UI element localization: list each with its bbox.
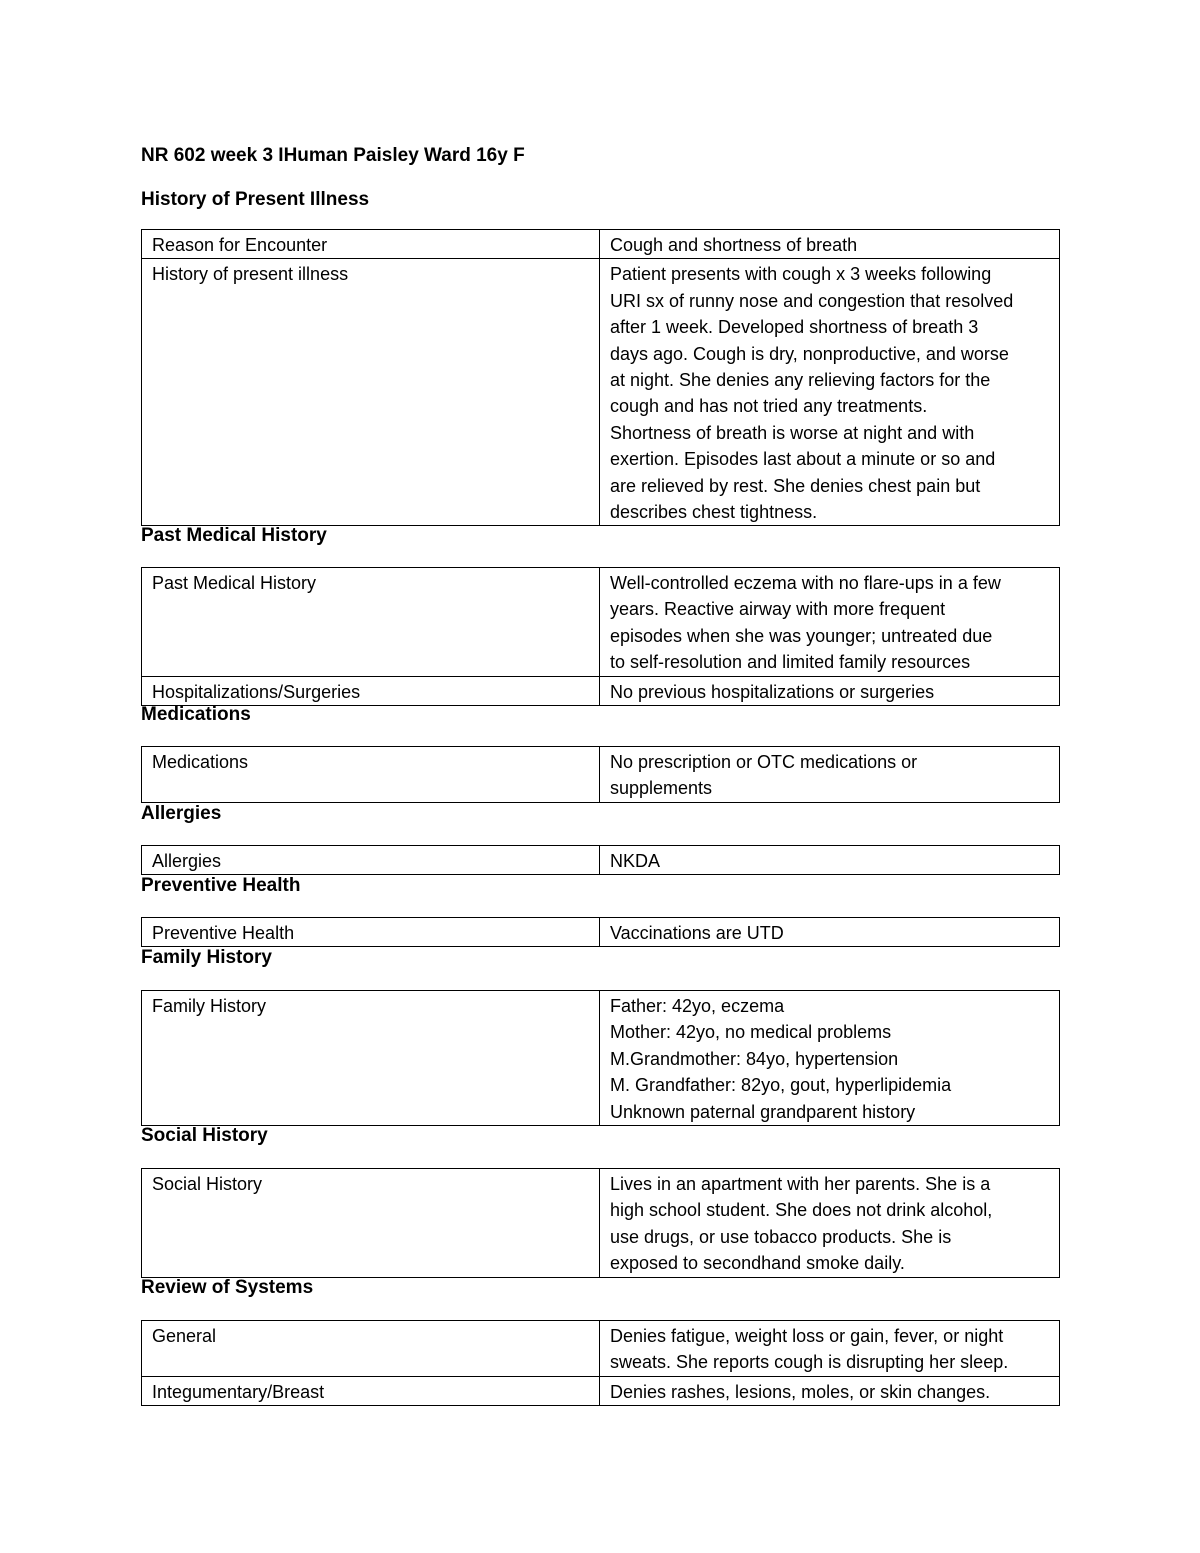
hpi-table [141, 229, 1060, 526]
family-table [141, 990, 1060, 1126]
section-heading-preventive: Preventive Health [141, 875, 301, 896]
table-row [142, 259, 1060, 526]
row-label: General [142, 1321, 600, 1377]
row-label: Past Medical History [142, 568, 600, 677]
row-label: Medications [142, 747, 600, 803]
document-title: NR 602 week 3 IHuman Paisley Ward 16y F [141, 145, 525, 166]
row-label: Allergies [142, 846, 600, 875]
row-label: Reason for Encounter [142, 230, 600, 259]
social-table [141, 1168, 1060, 1278]
table-row [142, 676, 1060, 705]
row-value: Cough and shortness of breath [600, 230, 1060, 259]
section-heading-social: Social History [141, 1125, 268, 1146]
row-value: Well-controlled eczema with no flare-ups in a few years. Reactive airway with more frequent episodes when she was younger; untreated due to self-resolution and limited family resources [600, 568, 1060, 677]
section-heading-pmh: Past Medical History [141, 525, 327, 546]
row-value: Father: 42yo, eczema Mother: 42yo, no medical problems M.Grandmother: 84yo, hypertension M. Grandfather: 82yo, gout, hyperlipidemia Unknown paternal grandparent history [600, 991, 1060, 1126]
section-heading-family: Family History [141, 947, 272, 968]
row-value: Vaccinations are UTD [600, 918, 1060, 947]
table-row [142, 568, 1060, 677]
row-label: Hospitalizations/Surgeries [142, 676, 600, 705]
row-label: Integumentary/Breast [142, 1376, 600, 1405]
row-value: Lives in an apartment with her parents. She is a high school student. She does not drink alcohol, use drugs, or use tobacco products. She is exposed to secondhand smoke daily. [600, 1169, 1060, 1278]
medications-table [141, 746, 1060, 803]
section-heading-ros: Review of Systems [141, 1277, 314, 1298]
table-row [142, 1376, 1060, 1405]
section-heading-hpi: History of Present Illness [141, 189, 370, 210]
table-row [142, 747, 1060, 803]
row-value: Patient presents with cough x 3 weeks following URI sx of runny nose and congestion that resolved after 1 week. Developed shortness of breath 3 days ago. Cough is dry, nonproductive, and worse at night. She denies any relieving factors for the cough and has not tried any treatments. Shortness of breath is worse at night and with exertion. Episodes last about a minute or so and are relieved by rest. She denies chest pain but describes chest tightness. [600, 259, 1060, 526]
row-label: History of present illness [142, 259, 600, 526]
section-heading-medications: Medications [141, 704, 251, 725]
table-row [142, 846, 1060, 875]
allergies-table [141, 845, 1060, 875]
row-value: No prescription or OTC medications or supplements [600, 747, 1060, 803]
preventive-table [141, 917, 1060, 947]
table-row [142, 918, 1060, 947]
row-value: Denies fatigue, weight loss or gain, fever, or night sweats. She reports cough is disrupting her sleep. [600, 1321, 1060, 1377]
row-label: Social History [142, 1169, 600, 1278]
row-value: No previous hospitalizations or surgeries [600, 676, 1060, 705]
table-row [142, 991, 1060, 1126]
row-label: Preventive Health [142, 918, 600, 947]
row-label: Family History [142, 991, 600, 1126]
pmh-table [141, 567, 1060, 706]
section-heading-allergies: Allergies [141, 803, 222, 824]
table-row [142, 230, 1060, 259]
table-row [142, 1169, 1060, 1278]
row-value: NKDA [600, 846, 1060, 875]
row-value: Denies rashes, lesions, moles, or skin changes. [600, 1376, 1060, 1405]
table-row [142, 1321, 1060, 1377]
ros-table [141, 1320, 1060, 1406]
